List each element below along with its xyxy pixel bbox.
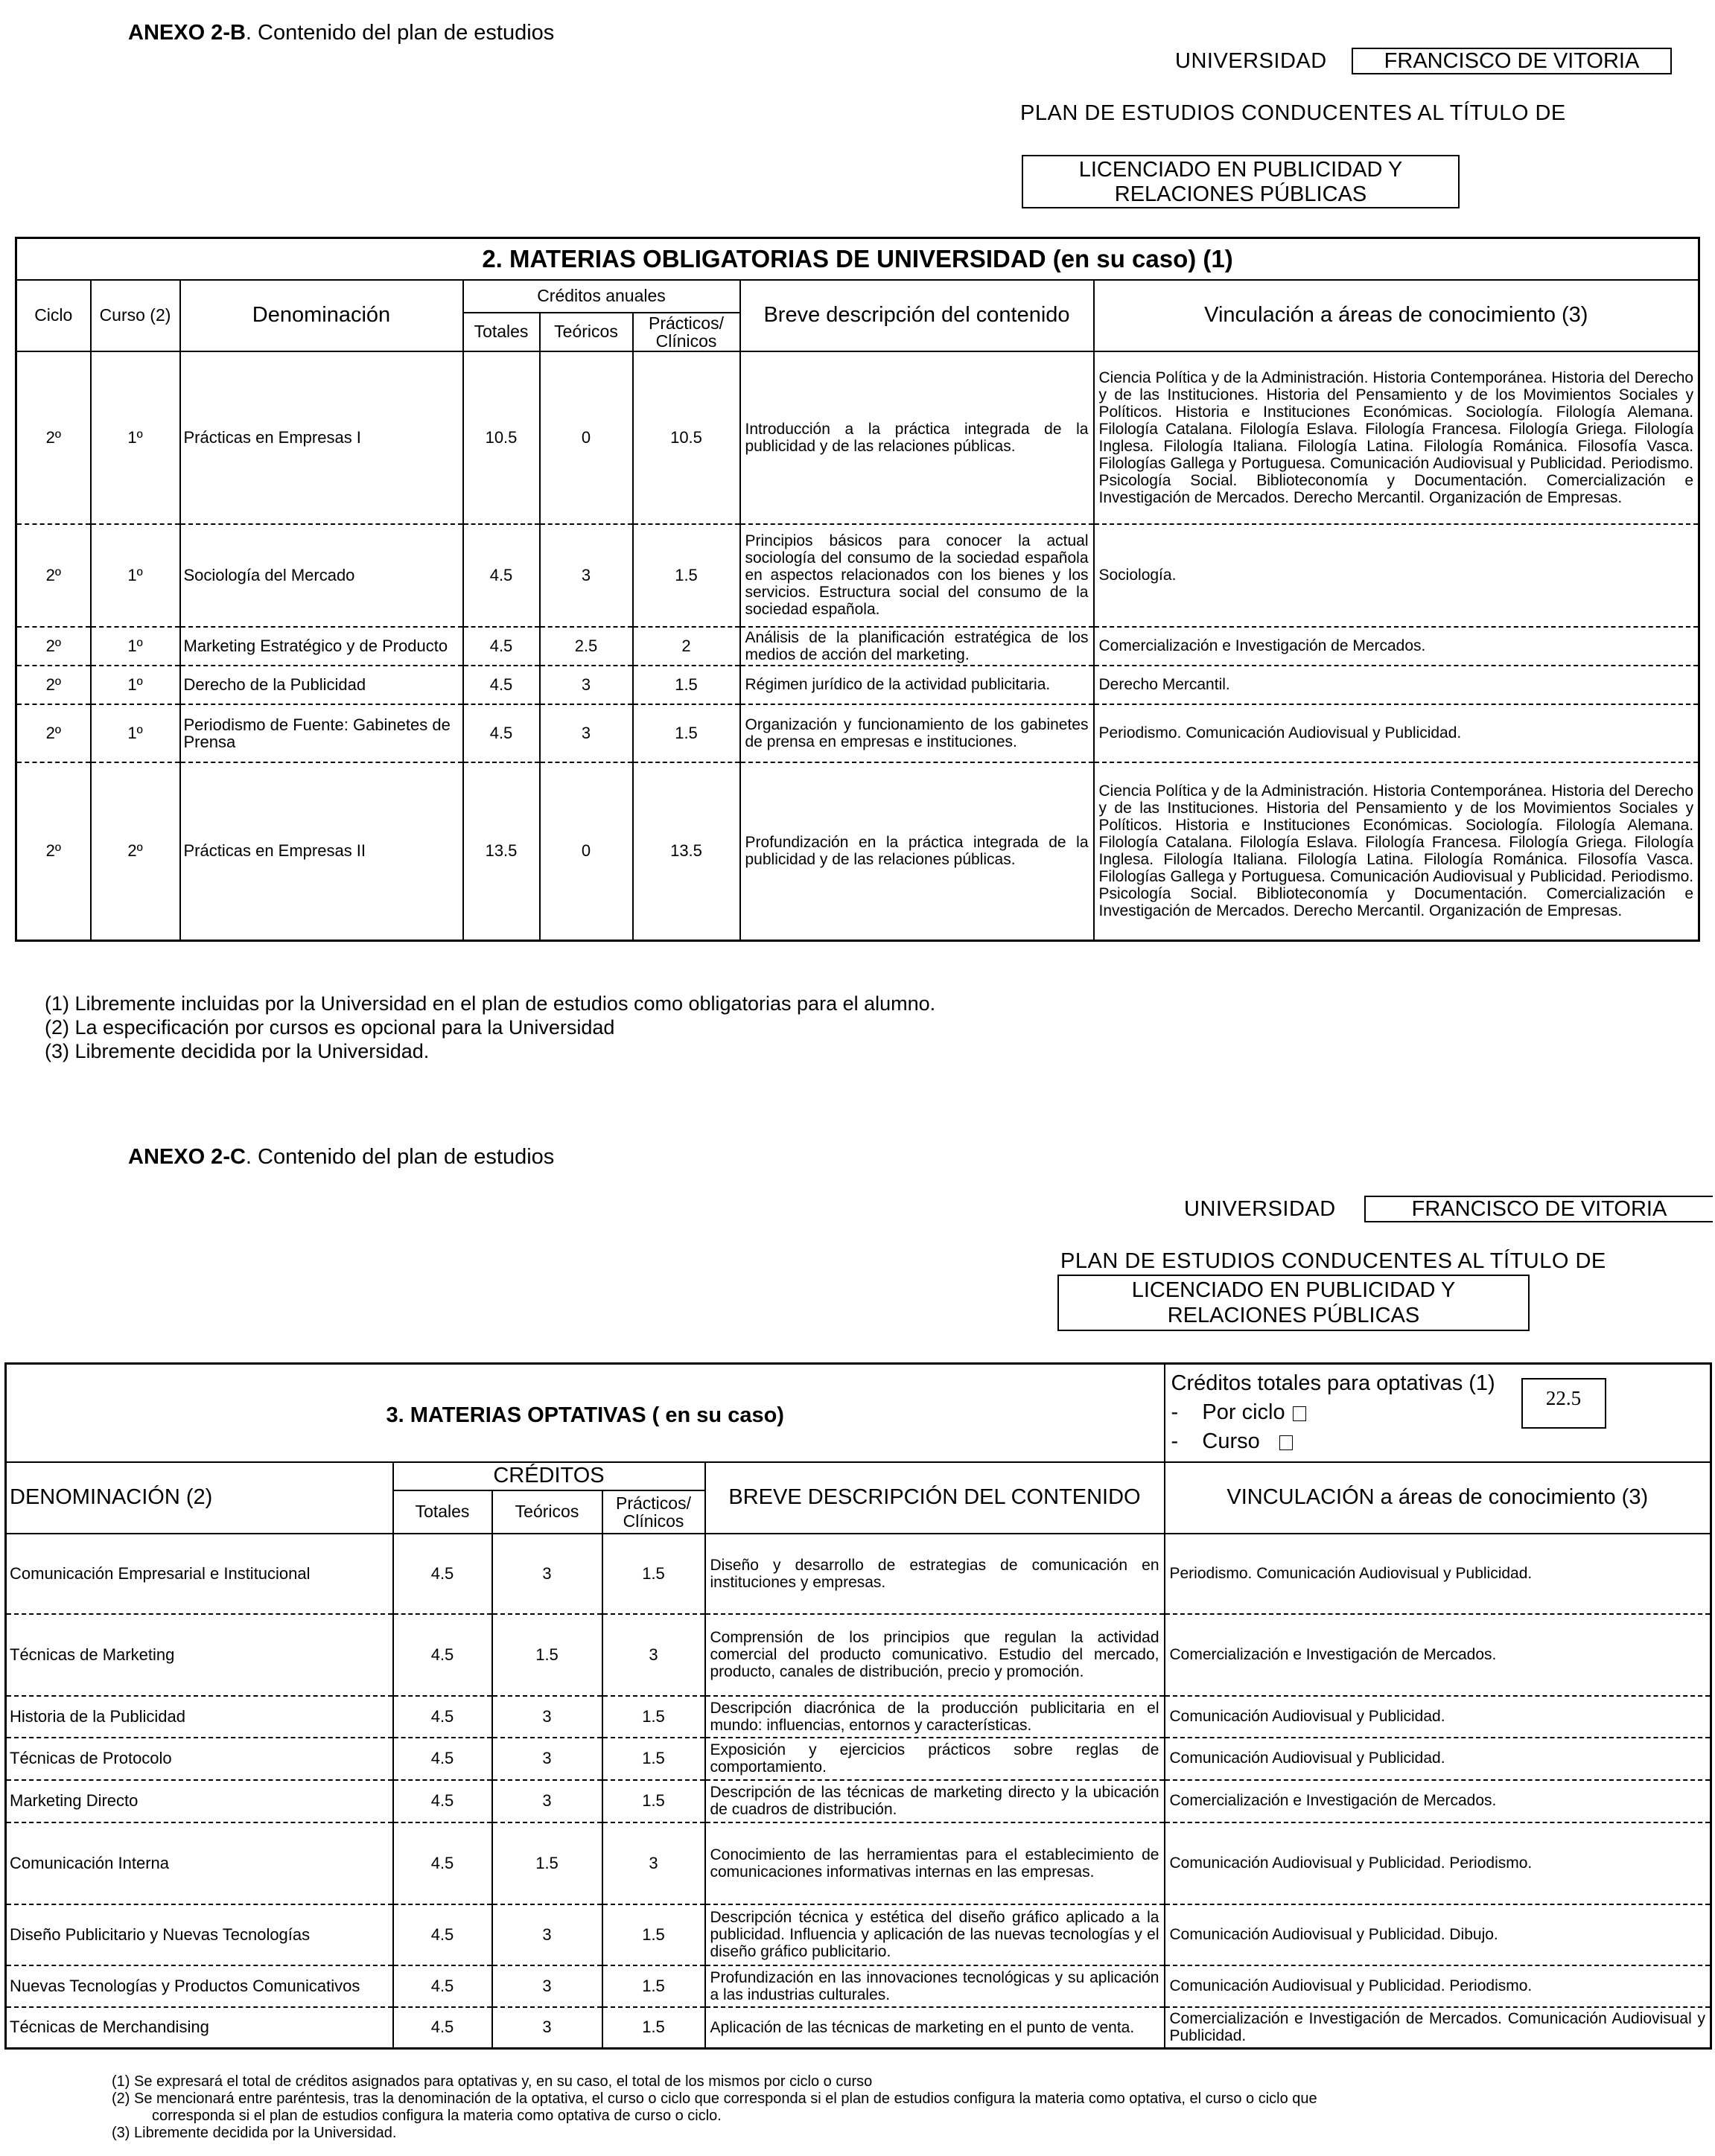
cell-descripcion: Aplicación de las técnicas de marketing en el punto de venta.: [705, 2007, 1165, 2049]
cell-denominacion: Prácticas en Empresas II: [180, 762, 463, 941]
cell-teoricos: 1.5: [492, 1614, 602, 1696]
cell-vinculacion: Comunicación Audiovisual y Publicidad.: [1165, 1738, 1711, 1780]
table-row: [6, 1965, 1711, 2007]
cell-practicos: 3: [602, 1614, 705, 1696]
table-row: [6, 1696, 1711, 1738]
credits-label: Créditos totales para optativas (1): [1171, 1371, 1495, 1396]
por-ciclo-checkbox[interactable]: [1293, 1406, 1306, 1421]
degree-line-1-c: LICENCIADO EN PUBLICIDAD Y: [1131, 1278, 1456, 1302]
cell-denominacion: Comunicación Empresarial e Institucional: [6, 1534, 393, 1614]
cell-totales: 4.5: [463, 524, 540, 627]
cell-descripcion: Descripción diacrónica de la producción publicitaria en el mundo: influencias, entornos y características.: [705, 1696, 1165, 1738]
cell-descripcion: Principios básicos para conocer la actual sociología del consumo de la sociedad española en aspectos relacionados con los bienes y los servicios. Estructura social del consumo de la sociedad española.: [740, 524, 1094, 627]
cell-descripcion: Descripción técnica y estética del diseño gráfico aplicado a la publicidad. Influencia y aplicación de las nuevas tecnologías y el diseño gráfico publicitario.: [705, 1904, 1165, 1965]
header-practicos: [633, 313, 740, 351]
annex-b-label-rest: . Contenido del plan de estudios: [245, 21, 555, 45]
cell-teoricos: 0: [540, 762, 633, 941]
cell-practicos: 1.5: [602, 1534, 705, 1614]
table-row: [6, 2007, 1711, 2049]
table-row: [16, 524, 1699, 627]
cell-denominacion: Periodismo de Fuente: Gabinetes de Prensa: [180, 704, 463, 762]
por-ciclo-label: Por ciclo: [1202, 1400, 1285, 1425]
degree-box: [1022, 155, 1460, 208]
cell-denominacion: Comunicación Interna: [6, 1822, 393, 1904]
cell-descripcion: Diseño y desarrollo de estrategias de comunicación en instituciones y empresas.: [705, 1534, 1165, 1614]
cell-teoricos: 0: [540, 351, 633, 524]
cell-curso: 1º: [91, 666, 180, 704]
mandatory-subjects-table: [15, 237, 1700, 942]
cell-totales: 4.5: [393, 1614, 492, 1696]
table-row: [6, 1904, 1711, 1965]
degree-line-2-c: RELACIONES PÚBLICAS: [1167, 1304, 1420, 1327]
curso-row: - Curso: [1171, 1427, 1705, 1456]
cell-teoricos: 1.5: [492, 1822, 602, 1904]
cell-teoricos: 3: [492, 1965, 602, 2007]
header-vinculacion-c: VINCULACIÓN a áreas de conocimiento (3): [1165, 1462, 1711, 1534]
cell-vinculacion: Derecho Mercantil.: [1094, 666, 1699, 704]
header-descripcion: Breve descripción del contenido: [740, 280, 1094, 351]
cell-totales: 4.5: [463, 666, 540, 704]
cell-curso: 1º: [91, 704, 180, 762]
cell-practicos: 2: [633, 627, 740, 666]
cell-ciclo: 2º: [16, 666, 91, 704]
annex-c-label: ANEXO 2-C: [128, 1145, 246, 1169]
header-creditos: Créditos anuales: [463, 280, 740, 313]
cell-denominacion: Derecho de la Publicidad: [180, 666, 463, 704]
table-row: [6, 1738, 1711, 1780]
cell-vinculacion: Sociología.: [1094, 524, 1699, 627]
cell-totales: 10.5: [463, 351, 540, 524]
header-totales-c: Totales: [393, 1490, 492, 1534]
cell-descripcion: Profundización en la práctica integrada de la publicidad y de las relaciones públicas.: [740, 762, 1094, 941]
header-vinculacion: Vinculación a áreas de conocimiento (3): [1094, 280, 1699, 351]
cell-curso: 2º: [91, 762, 180, 941]
cell-denominacion: Diseño Publicitario y Nuevas Tecnologías: [6, 1904, 393, 1965]
table-row: [6, 1534, 1711, 1614]
note-c-2-cont: corresponda si el plan de estudios configura la materia como optativa de curso o ciclo.: [152, 2108, 722, 2124]
note-2: (2) La especificación por cursos es opcional para la Universidad: [45, 1016, 615, 1039]
cell-vinculacion: Periodismo. Comunicación Audiovisual y Publicidad.: [1165, 1534, 1711, 1614]
cell-denominacion: Técnicas de Protocolo: [6, 1738, 393, 1780]
degree-line-2: RELACIONES PÚBLICAS: [1114, 182, 1367, 206]
university-label-c: UNIVERSIDAD: [1184, 1197, 1336, 1221]
cell-descripcion: Organización y funcionamiento de los gabinetes de prensa en empresas e instituciones.: [740, 704, 1094, 762]
header-practicos-c-line2: Clínicos: [623, 1511, 684, 1531]
table-row: [16, 351, 1699, 524]
cell-teoricos: 3: [540, 524, 633, 627]
header-practicos-c-line1: Prácticos/: [616, 1493, 691, 1513]
cell-practicos: 13.5: [633, 762, 740, 941]
cell-vinculacion: Comercialización e Investigación de Mercados.: [1165, 1780, 1711, 1822]
cell-vinculacion: Comercialización e Investigación de Mercados.: [1165, 1614, 1711, 1696]
header-practicos-c: [602, 1490, 705, 1534]
header-denominacion: Denominación: [180, 280, 463, 351]
cell-vinculacion: Periodismo. Comunicación Audiovisual y Publicidad.: [1094, 704, 1699, 762]
cell-vinculacion: Comunicación Audiovisual y Publicidad. Periodismo.: [1165, 1965, 1711, 2007]
note-1: (1) Libremente incluidas por la Universidad en el plan de estudios como obligatorias para el alumno.: [45, 992, 936, 1015]
cell-teoricos: 3: [540, 666, 633, 704]
cell-practicos: 1.5: [633, 666, 740, 704]
cell-teoricos: 3: [492, 1696, 602, 1738]
cell-totales: 4.5: [393, 1822, 492, 1904]
cell-totales: 13.5: [463, 762, 540, 941]
cell-denominacion: Sociología del Mercado: [180, 524, 463, 627]
degree-line-1: LICENCIADO EN PUBLICIDAD Y: [1078, 158, 1403, 182]
cell-totales: 4.5: [393, 2007, 492, 2049]
cell-teoricos: 2.5: [540, 627, 633, 666]
optional-subjects-table: [4, 1362, 1712, 2050]
cell-teoricos: 3: [492, 1904, 602, 1965]
cell-teoricos: 3: [492, 1780, 602, 1822]
cell-vinculacion: Comercialización e Investigación de Mercados.: [1094, 627, 1699, 666]
cell-totales: 4.5: [393, 1696, 492, 1738]
cell-practicos: 10.5: [633, 351, 740, 524]
cell-vinculacion: Ciencia Política y de la Administración. Historia Contemporánea. Historia del Derecho y de las Instituciones. Historia del Pensamiento y de los Movimientos Sociales y Políticos. Historia e Instituciones Económicas. Sociología. Filología Alemana. Filología Catalana. Filología Eslava. Filología Francesa. Filología Griega. Filología Inglesa. Filología Italiana. Filología Latina. Filología Románica. Filosofía Vasca. Filologías Gallega y Portuguesa. Comunicación Audiovisual y Publicidad. Periodismo. Psicología Social. Biblioteconomía y Documentación. Comercialización e Investigación de Mercados. Derecho Mercantil. Organización de Empresas.: [1094, 351, 1699, 524]
cell-practicos: 1.5: [602, 1696, 705, 1738]
cell-descripcion: Régimen jurídico de la actividad publicitaria.: [740, 666, 1094, 704]
cell-totales: 4.5: [393, 1738, 492, 1780]
note-c-3: (3) Libremente decidida por la Universidad.: [112, 2125, 397, 2141]
cell-denominacion: Técnicas de Marketing: [6, 1614, 393, 1696]
cell-curso: 1º: [91, 524, 180, 627]
header-teoricos-c: Teóricos: [492, 1490, 602, 1534]
credits-box: [1165, 1364, 1711, 1462]
table-row: [16, 762, 1699, 941]
table-row: [16, 627, 1699, 666]
table-row: [6, 1780, 1711, 1822]
cell-descripcion: Exposición y ejercicios prácticos sobre reglas de comportamiento.: [705, 1738, 1165, 1780]
cell-descripcion: Profundización en las innovaciones tecnológicas y su aplicación a las industrias culturales.: [705, 1965, 1165, 2007]
cell-denominacion: Técnicas de Merchandising: [6, 2007, 393, 2049]
annex-b-notes: [45, 992, 935, 1063]
table-title-c: 3. MATERIAS OPTATIVAS ( en su caso): [6, 1364, 1165, 1462]
cell-vinculacion: Comunicación Audiovisual y Publicidad.: [1165, 1696, 1711, 1738]
annex-b-heading: [128, 21, 554, 45]
cell-descripcion: Comprensión de los principios que regulan la actividad comercial del producto comunicativo. Estudio del mercado, producto, canales de distribución, precio y promoción.: [705, 1614, 1165, 1696]
cell-ciclo: 2º: [16, 704, 91, 762]
table-title: 2. MATERIAS OBLIGATORIAS DE UNIVERSIDAD (en su caso) (1): [16, 238, 1699, 280]
table-row: [16, 704, 1699, 762]
cell-totales: 4.5: [463, 627, 540, 666]
cell-vinculacion: Ciencia Política y de la Administración. Historia Contemporánea. Historia del Derecho y de las Instituciones. Historia del Pensamiento y de los Movimientos Sociales y Políticos. Historia e Instituciones Económicas. Sociología. Filología Alemana. Filología Catalana. Filología Eslava. Filología Francesa. Filología Griega. Filología Inglesa. Filología Italiana. Filología Latina. Filología Románica. Filosofía Vasca. Filologías Gallega y Portuguesa. Comunicación Audiovisual y Publicidad. Periodismo. Psicología Social. Biblioteconomía y Documentación. Comercialización e Investigación de Mercados. Derecho Mercantil. Organización de Empresas.: [1094, 762, 1699, 941]
cell-denominacion: Prácticas en Empresas I: [180, 351, 463, 524]
table-row: [6, 1822, 1711, 1904]
university-name-box: FRANCISCO DE VITORIA: [1352, 48, 1672, 74]
cell-vinculacion: Comunicación Audiovisual y Publicidad. Periodismo.: [1165, 1822, 1711, 1904]
header-creditos-c: CRÉDITOS: [393, 1462, 705, 1490]
header-denominacion-c: DENOMINACIÓN (2): [6, 1462, 393, 1534]
university-name-box-c: FRANCISCO DE VITORIA: [1364, 1196, 1713, 1222]
annex-c-label-rest: . Contenido del plan de estudios: [245, 1145, 555, 1169]
cell-practicos: 1.5: [633, 704, 740, 762]
cell-practicos: 3: [602, 1822, 705, 1904]
plan-label-c: PLAN DE ESTUDIOS CONDUCENTES AL TÍTULO DE: [1060, 1249, 1606, 1273]
annex-b-label: ANEXO 2-B: [128, 21, 246, 45]
cell-totales: 4.5: [393, 1965, 492, 2007]
curso-checkbox[interactable]: [1279, 1435, 1293, 1450]
annex-c-heading: [128, 1145, 554, 1170]
cell-teoricos: 3: [492, 1534, 602, 1614]
cell-totales: 4.5: [463, 704, 540, 762]
cell-practicos: 1.5: [602, 2007, 705, 2049]
cell-denominacion: Marketing Estratégico y de Producto: [180, 627, 463, 666]
header-descripcion-c: BREVE DESCRIPCIÓN DEL CONTENIDO: [705, 1462, 1165, 1534]
cell-ciclo: 2º: [16, 351, 91, 524]
cell-practicos: 1.5: [602, 1904, 705, 1965]
cell-descripcion: Análisis de la planificación estratégica de los medios de acción del marketing.: [740, 627, 1094, 666]
cell-totales: 4.5: [393, 1534, 492, 1614]
cell-denominacion: Nuevas Tecnologías y Productos Comunicativos: [6, 1965, 393, 2007]
cell-ciclo: 2º: [16, 762, 91, 941]
cell-curso: 1º: [91, 351, 180, 524]
header-ciclo: Ciclo: [16, 280, 91, 351]
cell-practicos: 1.5: [633, 524, 740, 627]
header-practicos-line1: Prácticos/: [649, 313, 724, 333]
cell-practicos: 1.5: [602, 1738, 705, 1780]
cell-ciclo: 2º: [16, 627, 91, 666]
cell-practicos: 1.5: [602, 1965, 705, 2007]
note-3: (3) Libremente decidida por la Universidad.: [45, 1040, 430, 1062]
cell-practicos: 1.5: [602, 1780, 705, 1822]
annex-c-notes: [112, 2073, 1317, 2142]
note-c-2: (2) Se mencionará entre paréntesis, tras la denominación de la optativa, el curso o ciclo que corresponda si el plan de estudios configura la materia como optativa, el curso o ciclo que: [112, 2090, 1317, 2107]
plan-label: PLAN DE ESTUDIOS CONDUCENTES AL TÍTULO DE: [1020, 101, 1566, 125]
cell-denominacion: Marketing Directo: [6, 1780, 393, 1822]
cell-denominacion: Historia de la Publicidad: [6, 1696, 393, 1738]
cell-descripcion: Conocimiento de las herramientas para el establecimiento de comunicaciones informativas internas en las empresas.: [705, 1822, 1165, 1904]
curso-label: Curso: [1202, 1429, 1260, 1454]
degree-box-c: [1057, 1275, 1530, 1331]
cell-totales: 4.5: [393, 1904, 492, 1965]
header-curso: Curso (2): [91, 280, 180, 351]
cell-ciclo: 2º: [16, 524, 91, 627]
cell-descripcion: Introducción a la práctica integrada de la publicidad y de las relaciones públicas.: [740, 351, 1094, 524]
header-practicos-line2: Clínicos: [655, 331, 717, 351]
por-ciclo-row: - Por ciclo: [1171, 1398, 1705, 1427]
cell-teoricos: 3: [492, 2007, 602, 2049]
cell-teoricos: 3: [540, 704, 633, 762]
table-row: [6, 1614, 1711, 1696]
cell-descripcion: Descripción de las técnicas de marketing directo y la ubicación de cuadros de distribución.: [705, 1780, 1165, 1822]
cell-vinculacion: Comunicación Audiovisual y Publicidad. Dibujo.: [1165, 1904, 1711, 1965]
cell-vinculacion: Comercialización e Investigación de Mercados. Comunicación Audiovisual y Publicidad.: [1165, 2007, 1711, 2049]
cell-teoricos: 3: [492, 1738, 602, 1780]
cell-totales: 4.5: [393, 1780, 492, 1822]
header-totales: Totales: [463, 313, 540, 351]
credits-value: 22.5: [1521, 1378, 1606, 1429]
header-teoricos: Teóricos: [540, 313, 633, 351]
table-row: [16, 666, 1699, 704]
university-label: UNIVERSIDAD: [1175, 49, 1327, 73]
note-c-1: (1) Se expresará el total de créditos asignados para optativas y, en su caso, el total de los mismos por ciclo o curso: [112, 2073, 873, 2090]
cell-curso: 1º: [91, 627, 180, 666]
